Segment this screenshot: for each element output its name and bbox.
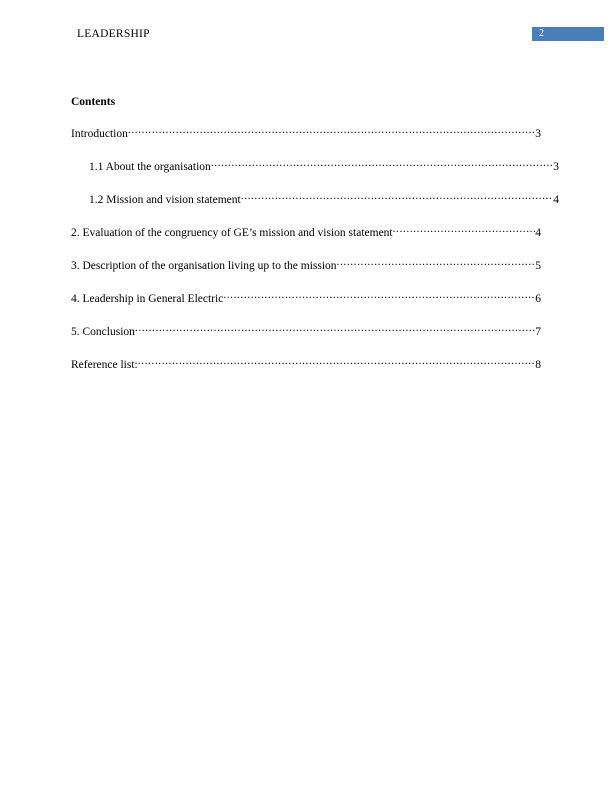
toc-entry-page-number: 4	[535, 227, 541, 239]
toc-entry-label: 1.1 About the organisation	[89, 161, 211, 173]
toc-entry[interactable]	[71, 357, 541, 373]
toc-entry-page-number: 8	[535, 359, 541, 371]
toc-entry[interactable]	[71, 258, 541, 274]
toc-entry[interactable]	[71, 225, 541, 241]
toc-dot-leader	[337, 258, 536, 269]
header-document-title: LEADERSHIP	[77, 28, 150, 40]
toc-entry-page-number: 3	[535, 128, 541, 140]
toc-dot-leader	[211, 159, 553, 170]
toc-entry-list	[71, 126, 559, 373]
toc-entry-page-number: 4	[553, 194, 559, 206]
page-number-text: 2	[539, 28, 544, 39]
toc-dot-leader	[223, 291, 535, 302]
toc-entry-page-number: 5	[535, 260, 541, 272]
toc-entry[interactable]	[71, 126, 541, 142]
toc-entry[interactable]	[71, 159, 559, 175]
toc-entry[interactable]	[71, 192, 559, 208]
toc-entry-label: 5. Conclusion	[71, 326, 135, 338]
page-number-badge	[532, 27, 604, 41]
toc-entry-page-number: 6	[535, 293, 541, 305]
toc-entry[interactable]	[71, 291, 541, 307]
toc-entry-label: Reference list:	[71, 359, 138, 371]
toc-entry-label: 2. Evaluation of the congruency of GE’s mission and vision statement	[71, 227, 393, 239]
toc-entry-page-number: 3	[553, 161, 559, 173]
toc-dot-leader	[393, 225, 536, 236]
toc-entry[interactable]	[71, 324, 541, 340]
toc-dot-leader	[241, 192, 554, 203]
toc-entry-page-number: 7	[535, 326, 541, 338]
toc-dot-leader	[138, 357, 536, 368]
toc-dot-leader	[128, 126, 535, 137]
running-header	[0, 26, 612, 48]
toc-entry-label: Introduction	[71, 128, 128, 140]
toc-dot-leader	[135, 324, 535, 335]
table-of-contents	[71, 95, 559, 373]
toc-entry-label: 3. Description of the organisation living up to the mission	[71, 260, 337, 272]
toc-entry-label: 1.2 Mission and vision statement	[89, 194, 241, 206]
contents-heading: Contents	[71, 96, 116, 108]
toc-entry-label: 4. Leadership in General Electric	[71, 293, 224, 305]
